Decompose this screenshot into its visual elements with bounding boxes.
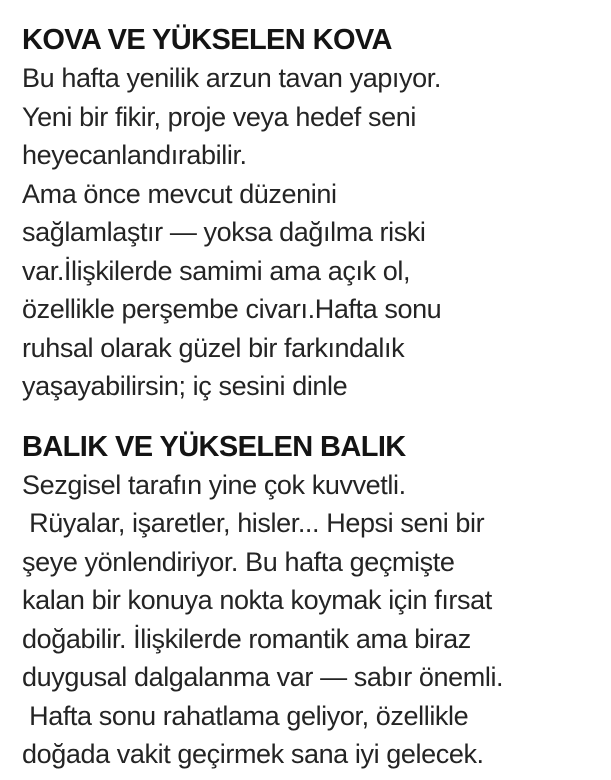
body-line: Yeni bir fikir, proje veya hedef seni	[22, 101, 416, 132]
section-body-kova	[22, 59, 593, 406]
body-line: özellikle perşembe civarı.Hafta sonu	[22, 294, 442, 324]
body-line: sağlamlaştır — yoksa dağılma riski	[22, 217, 426, 247]
body-line: yaşayabilirsin; iç sesini dinle	[22, 371, 348, 401]
body-line: kalan bir konuya nokta koymak için fırsat	[22, 585, 492, 615]
body-line: Ama önce mevcut düzenini	[22, 178, 337, 209]
body-line: Bu hafta yenilik arzun tavan yapıyor.	[22, 63, 441, 93]
body-line: doğada vakit geçirmek sana iyi gelecek.	[22, 739, 484, 769]
section-heading-kova: KOVA VE YÜKSELEN KOVA	[22, 24, 392, 56]
body-line: heyecanlandırabilir.	[22, 140, 247, 170]
body-line: duygusal dalgalanma var — sabır önemli.	[22, 662, 504, 692]
body-line: Rüyalar, işaretler, hisler... Hepsi seni bir	[22, 508, 485, 538]
section-heading-balik: BALIK VE YÜKSELEN BALIK	[22, 430, 406, 463]
body-line: Hafta sonu rahatlama geliyor, özellikle	[22, 700, 469, 731]
body-line: Sezgisel tarafın yine çok kuvvetli.	[22, 469, 406, 500]
section-balik	[22, 428, 593, 774]
body-line: ruhsal olarak güzel bir farkındalık	[22, 332, 405, 363]
body-line: şeye yönlendiriyor. Bu hafta geçmişte	[22, 546, 455, 577]
body-line: doğabilir. İlişkilerde romantik ama biraz	[22, 623, 471, 654]
section-kova	[22, 21, 593, 406]
section-body-balik	[22, 466, 593, 774]
body-line: var.İlişkilerde samimi ama açık ol,	[22, 255, 411, 286]
